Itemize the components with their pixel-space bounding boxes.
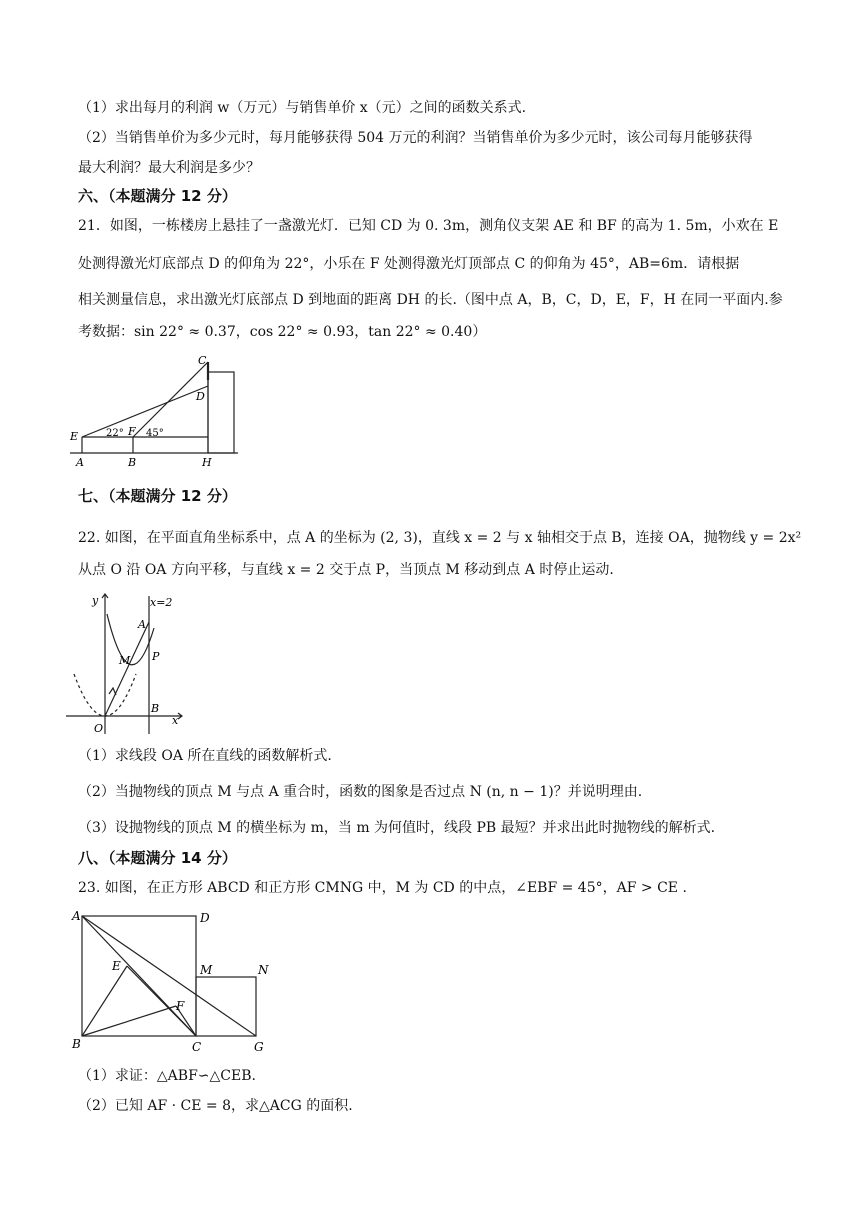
- moved-parabola: [107, 614, 154, 665]
- label-D: D: [200, 911, 210, 925]
- label-A: A: [76, 456, 84, 469]
- q23-part2: （2）已知 AF · CE = 8，求△ACG 的面积.: [78, 1098, 353, 1114]
- building: [208, 372, 234, 453]
- q21-line1: 21．如图，一栋楼房上悬挂了一盏激光灯．已知 CD 为 0. 3m，测角仪支架 AE 和 BF 的高为 1. 5m，小欢在 E: [78, 218, 779, 234]
- label-F: F: [176, 999, 185, 1013]
- q21-line4: 考数据：sin 22° ≈ 0.37，cos 22° ≈ 0.93，tan 22° ≈ 0.40）: [78, 324, 487, 340]
- q23-part1: （1）求证：△ABF∽△CEB.: [78, 1068, 256, 1084]
- q23-figure: [66, 906, 272, 1056]
- section-8-heading: 八、（本题满分 14 分）: [78, 849, 237, 867]
- label-y: y: [92, 594, 99, 607]
- q21-line3: 相关测量信息，求出激光灯底部点 D 到地面的距离 DH 的长.（图中点 A，B，C，D，E，F，H 在同一平面内.参: [78, 292, 783, 308]
- label-E: E: [70, 430, 79, 443]
- segment-BE: [82, 966, 127, 1036]
- angle-45-label: 45°: [146, 428, 164, 439]
- direction-arrow: [109, 688, 116, 695]
- q20-part2-line2: 最大利润？最大利润是多少？: [78, 160, 260, 176]
- label-D: D: [196, 390, 205, 403]
- label-A: A: [72, 909, 81, 923]
- segment-EC: [127, 966, 196, 1036]
- label-line-x2: x=2: [150, 596, 173, 609]
- section-6-heading: 六、（本题满分 12 分）: [78, 187, 237, 205]
- label-C: C: [198, 354, 207, 367]
- q22-part3: （3）设抛物线的顶点 M 的横坐标为 m，当 m 为何值时，线段 PB 最短？并求出此时抛物线的解析式.: [78, 820, 716, 836]
- label-P: P: [152, 650, 160, 663]
- segment-BF: [82, 1006, 176, 1036]
- label-B: B: [72, 1037, 81, 1051]
- square-CMNG: [196, 977, 256, 1036]
- label-H: H: [202, 456, 212, 469]
- label-F: F: [128, 425, 136, 438]
- q23-line1: 23. 如图，在正方形 ABCD 和正方形 CMNG 中，M 为 CD 的中点，∠EBF = 45°，AF > CE .: [78, 880, 687, 896]
- q22-part1: （1）求线段 OA 所在直线的函数解析式.: [78, 748, 332, 764]
- label-x: x: [172, 714, 179, 727]
- diagonal-AG: [82, 916, 256, 1036]
- q21-figure: [66, 350, 242, 472]
- label-M: M: [200, 963, 213, 977]
- label-N: N: [258, 963, 269, 977]
- label-B: B: [151, 702, 160, 715]
- section-7-heading: 七、（本题满分 12 分）: [78, 487, 237, 505]
- label-E: E: [112, 959, 121, 973]
- q22-line1: 22. 如图，在平面直角坐标系中，点 A 的坐标为 (2, 3)，直线 x = 2 与 x 轴相交于点 B，连接 OA，抛物线 y = 2x²: [78, 530, 802, 546]
- q20-part2-line1: （2）当销售单价为多少元时，每月能够获得 504 万元的利润？当销售单价为多少元时，该公司每月能够获得: [78, 130, 753, 146]
- q22-figure: [62, 588, 188, 738]
- label-O: O: [94, 722, 104, 735]
- label-B: B: [128, 456, 137, 469]
- q22-line2: 从点 O 沿 OA 方向平移，与直线 x = 2 交于点 P，当顶点 M 移动到点 A 时停止运动.: [78, 562, 614, 578]
- segment-OA: [105, 622, 149, 716]
- q22-part2: （2）当抛物线的顶点 M 与点 A 重合时，函数的图象是否过点 N (n, n − 1)？并说明理由.: [78, 784, 643, 800]
- label-A: A: [138, 618, 146, 631]
- label-G: G: [254, 1040, 264, 1054]
- label-C: C: [192, 1040, 202, 1054]
- angle-22-label: 22°: [106, 428, 124, 439]
- label-M: M: [119, 654, 131, 667]
- sightline-E-D: [82, 386, 208, 437]
- q20-part1: （1）求出每月的利润 w（万元）与销售单价 x（元）之间的函数关系式.: [78, 100, 527, 116]
- q21-line2: 处测得激光灯底部点 D 的仰角为 22°，小乐在 F 处测得激光灯顶部点 C 的仰角为 45°，AB=6m．请根据: [78, 256, 740, 272]
